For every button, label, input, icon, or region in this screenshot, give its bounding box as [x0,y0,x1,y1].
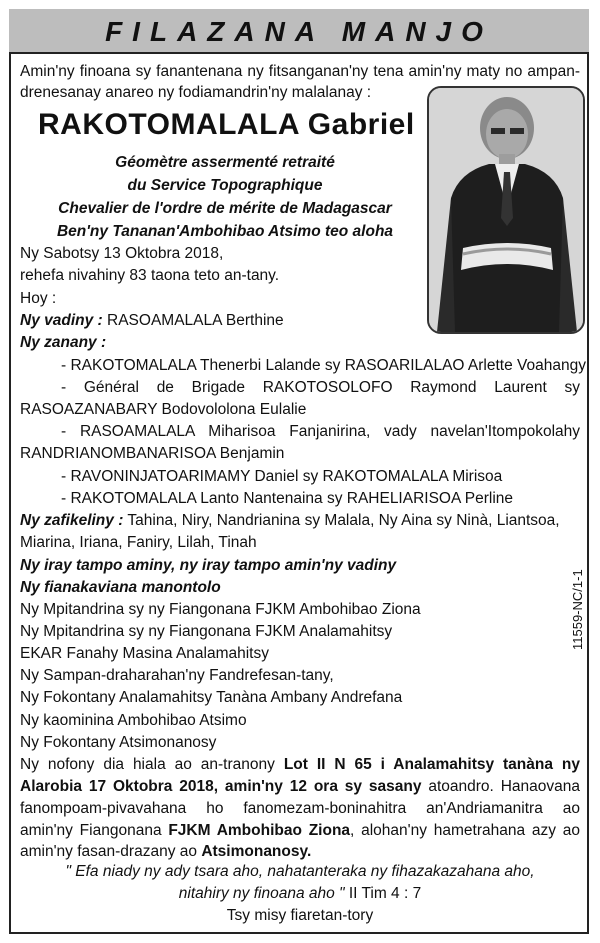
funeral-line-5 [20,842,311,861]
org-line-7: Ny Fokontany Atsimonanosy [20,734,217,751]
family-line-2: Ny fianakaviana manontolo [20,579,221,596]
funeral-church: FJKM Ambohibao Ziona [168,822,351,839]
org-line-6: Ny kaominina Ambohibao Atsimo [20,712,247,729]
header-title: FILAZANA MANJO [105,16,493,47]
child-line-7: - RAKOTOMALALA Lanto Nantenaina sy RAHELIARISOA Perline [61,490,514,507]
deceased-title-4: Ben'ny Tananan'Ambohibao Atsimo teo aloha [56,223,394,240]
verse-line-1: " Efa niady ny ady tsara aho, nahatanteraka ny fihazakazahana aho, [65,863,535,880]
funeral-text-2b: atoandro. Hanaovana [421,778,580,795]
spouse-line [20,311,284,330]
verse-citation: II Tim 4 : 7 [344,885,422,902]
funeral-line-2 [20,777,580,796]
grandchildren-line-1 [20,511,560,530]
header-banner [9,9,589,54]
funeral-line-4 [20,821,580,840]
closing-line: Tsy misy fiaretan-tory [226,907,374,924]
funeral-text-4c: , alohan'ny hametrahana azy ao [350,822,580,839]
funeral-line-3: fanompoam-pivavahana ho fanomezam-boninahitra an'Andriamanitra ao [20,800,580,817]
child-line-6: - RAVONINJATOARIMAMY Daniel sy RAKOTOMALALA Mirisoa [61,468,503,485]
org-line-1: Ny Mpitandrina sy ny Fiangonana FJKM Ambohibao Ziona [20,601,421,618]
reference-code: 11559-NC/1-1 [570,569,585,650]
portrait-figure [429,88,583,332]
grandchildren-names-1: Tahina, Niry, Nandrianina sy Malala, Ny Aina sy Ninà, Liantsoa, [127,512,560,529]
deceased-title-3: Chevalier de l'ordre de mérite de Madagascar [58,200,392,217]
funeral-burial-place: Atsimonanosy. [201,843,312,860]
org-line-4: Ny Sampan-draharahan'ny Fandrefesan-tany, [20,667,334,684]
intro-line-2: drenesanay anareo ny fodiamandrin'ny malalanay : [20,84,372,101]
intro-line-1: Amin'ny finoana sy fanantenana ny fitsanganan'ny tena amin'ny maty no ampan- [20,63,580,80]
funeral-text-5a: amin'ny fasan-drazany ao [20,843,202,860]
grandchildren-label: Ny zafikeliny : [20,512,124,529]
deceased-name: RAKOTOMALALA Gabriel [38,108,415,141]
death-date: Ny Sabotsy 13 Oktobra 2018, [20,245,224,262]
children-label: Ny zanany : [20,334,107,351]
org-line-2: Ny Mpitandrina sy ny Fiangonana FJKM Analamahitsy [20,623,393,640]
verse-text-2: nitahiry ny finoana aho " [178,885,345,902]
org-line-3: EKAR Fanahy Masina Analamahitsy [20,645,269,662]
child-line-5: RANDRIANOMBANARISOA Benjamin [20,445,285,462]
deceased-portrait [427,86,585,334]
grandchildren-line-2: Miarina, Iriana, Faniry, Lilah, Tinah [20,534,257,551]
child-line-1: - RAKOTOMALALA Thenerbi Lalande sy RASOARILALAO Arlette Voahangy [61,357,586,374]
child-line-4: - RASOAMALALA Miharisoa Fanjanirina, vady navelan'Itompokolahy [61,423,580,440]
funeral-text-4a: amin'ny Fiangonana [20,822,169,839]
hoy-label: Hoy : [20,290,57,307]
funeral-line-1 [20,755,580,774]
child-line-3: RASOAZANABARY Bodovololona Eulalie [20,401,307,418]
funeral-date: Alarobia 17 Oktobra 2018, amin'ny 12 ora sy sasany [20,778,422,795]
verse-line-2 [20,884,580,903]
deceased-title-2: du Service Topographique [127,177,323,194]
org-line-5: Ny Fokontany Analamahitsy Tanàna Ambany Andrefana [20,689,403,706]
death-age: rehefa nivahiny 83 taona teto an-tany. [20,267,280,284]
funeral-address: Lot II N 65 i Analamahitsy tanàna ny [283,756,580,773]
funeral-text-1a: Ny nofony dia hiala ao an-tranony [20,756,284,773]
spouse-label: Ny vadiny : [20,312,103,329]
deceased-title-1: Géomètre assermenté retraité [115,154,335,171]
child-line-2: - Général de Brigade RAKOTOSOLOFO Raymond Laurent sy [61,379,580,396]
family-line-1: Ny iray tampo aminy, ny iray tampo amin'ny vadiny [20,557,397,574]
spouse-name: RASOAMALALA Berthine [107,312,284,329]
